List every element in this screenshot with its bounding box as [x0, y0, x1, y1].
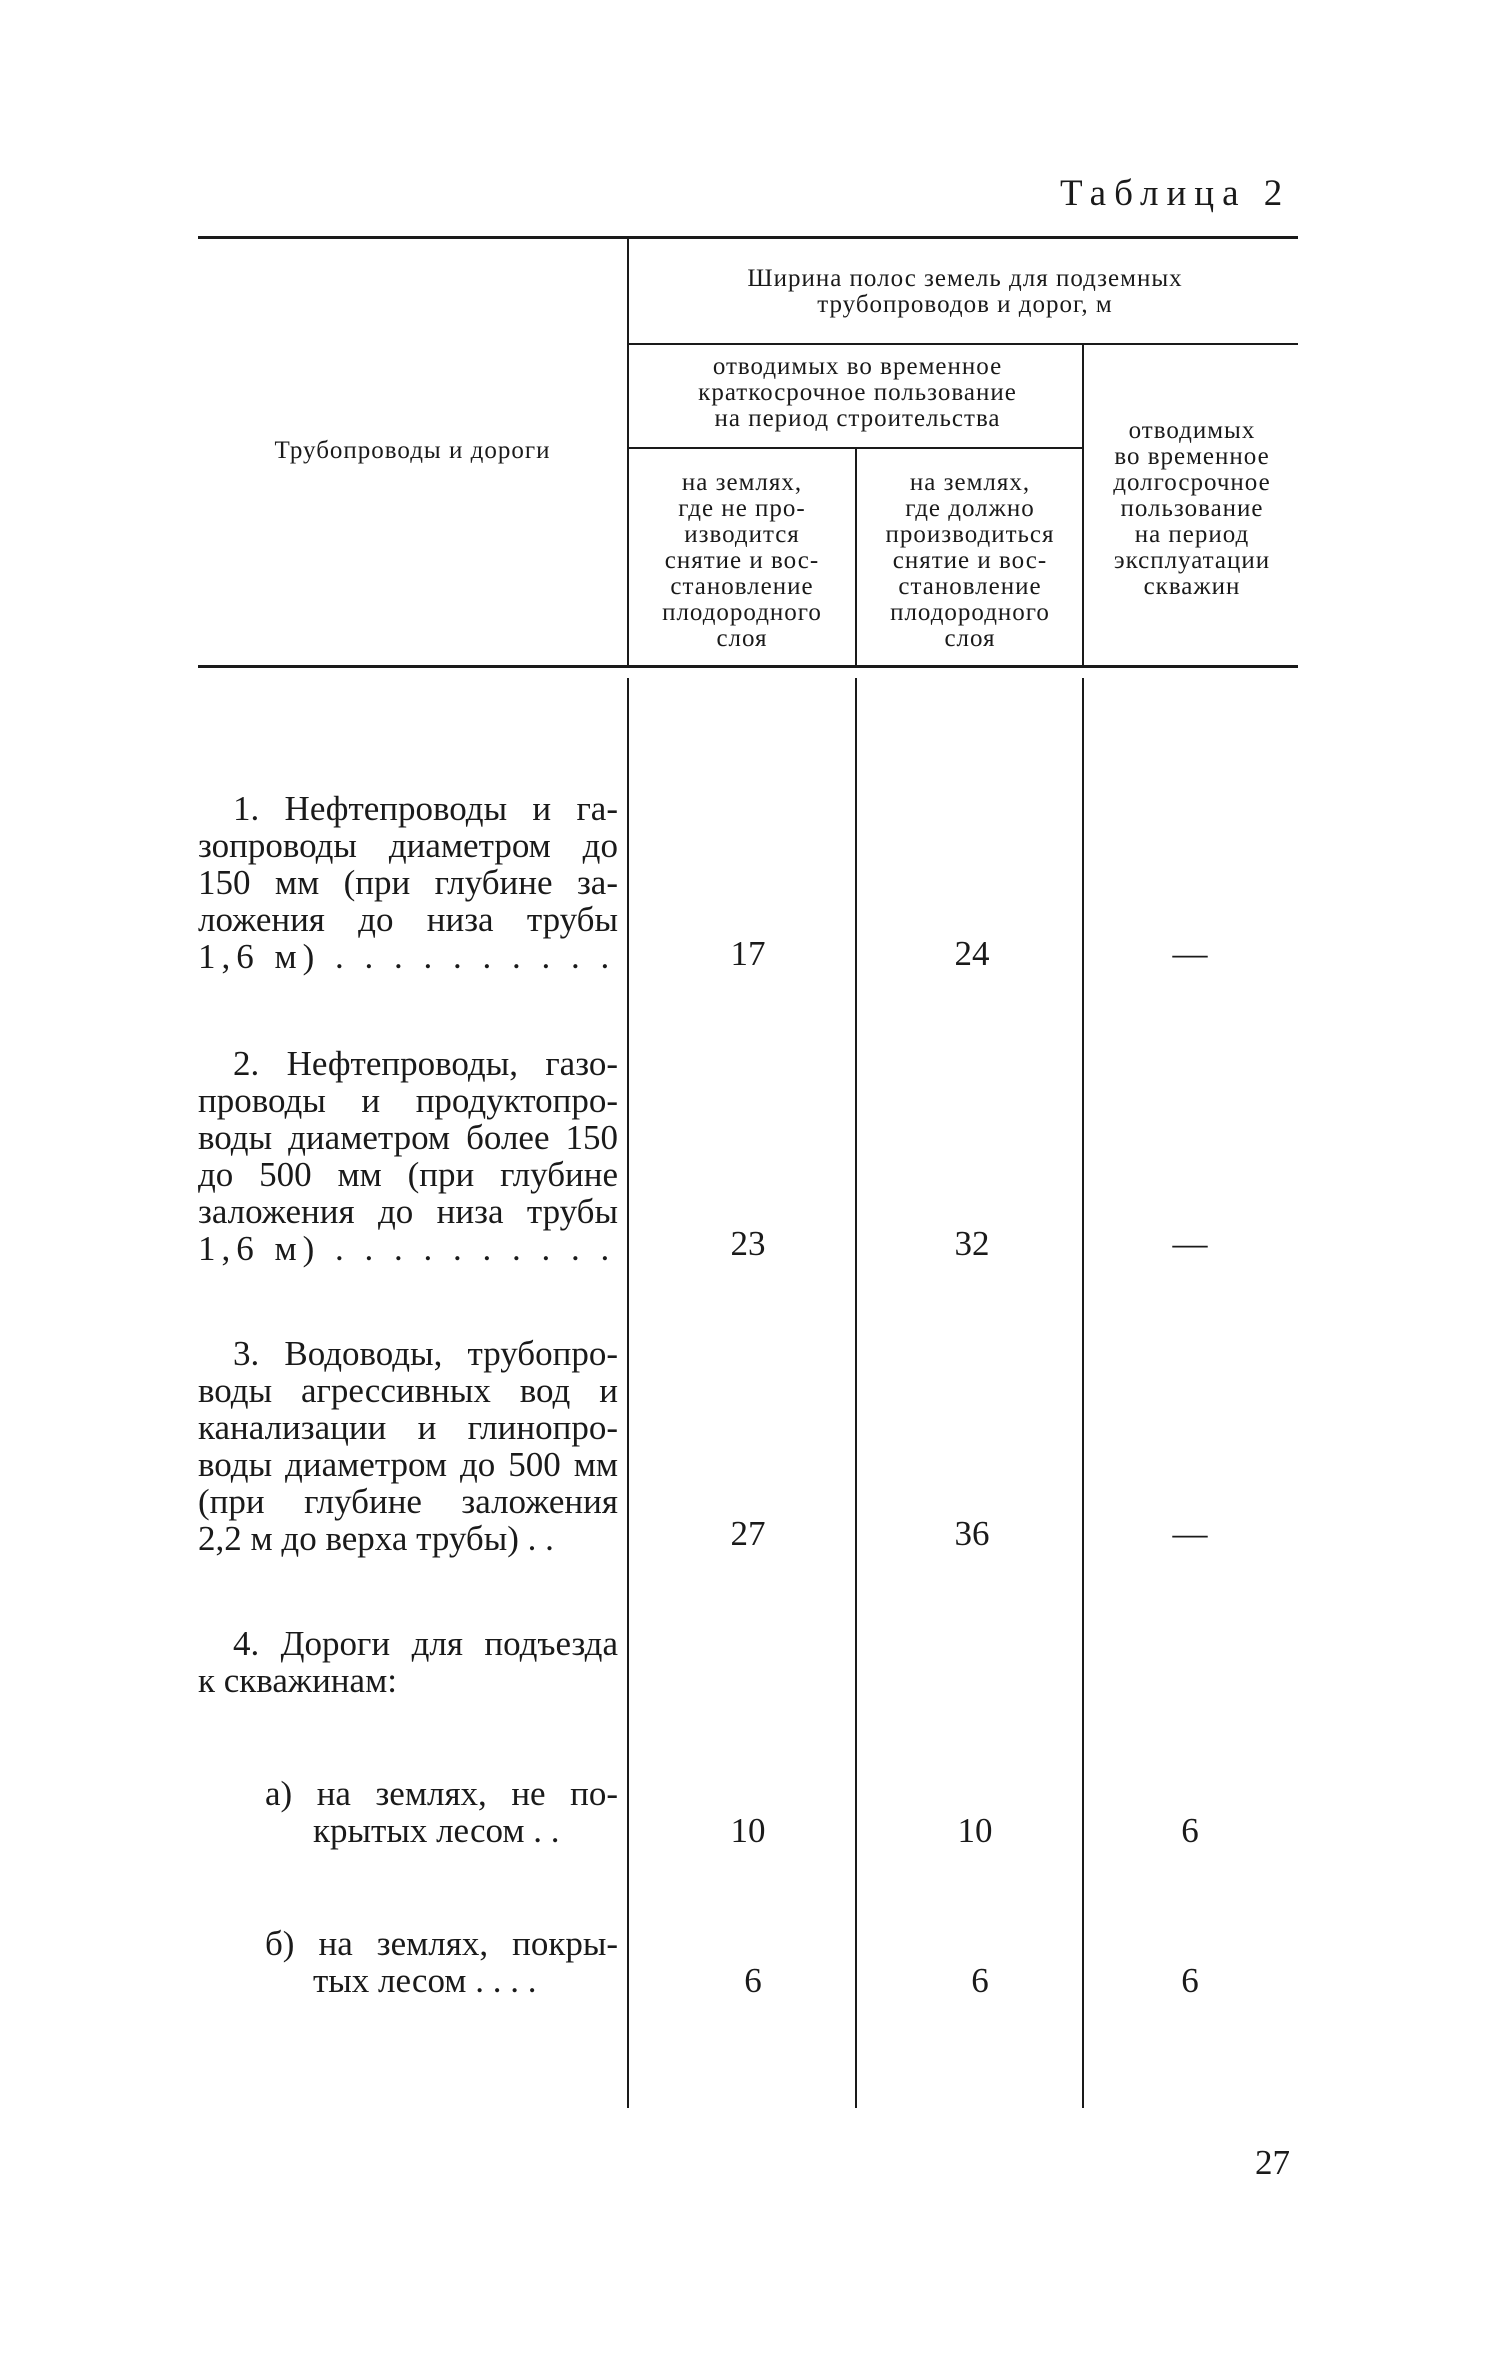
- cell-value: 6: [971, 1961, 989, 2000]
- cell-value: 6: [1181, 1961, 1199, 2000]
- cell-value: 10: [730, 1811, 766, 1850]
- row-label-line: 2. Нефтепроводы, газо-: [233, 1044, 618, 1083]
- row-label-line: тых лесом . . . .: [313, 1961, 537, 2000]
- row-label-line: заложения до низа трубы: [198, 1192, 618, 1231]
- row-label-line: 1. Нефтепроводы и га-: [233, 789, 618, 828]
- header-text-line: становление: [898, 573, 1042, 600]
- cell-value: 24: [954, 934, 990, 973]
- header-text-line: отводимых: [1128, 417, 1256, 444]
- row-label-line: воды агрессивных вод и: [198, 1371, 618, 1410]
- body-col-divider-2: [855, 678, 857, 2108]
- header-text-line: во временное: [1114, 443, 1270, 470]
- cell-value: 6: [744, 1961, 762, 2000]
- cell-value: 6: [1181, 1811, 1199, 1850]
- row-label-line: 150 мм (при глубине за-: [198, 863, 618, 902]
- cell-value: 17: [730, 934, 766, 973]
- row-label-line: крытых лесом . .: [313, 1811, 560, 1850]
- header-text-line: трубопроводов и дорог, м: [817, 291, 1113, 318]
- header-text-line: отводимых во временное: [712, 353, 1003, 380]
- row-label-line: 1,6 м) . . . . . . . . . .: [198, 937, 616, 976]
- row-label-line: к скважинам:: [198, 1661, 397, 1700]
- row-label-line: 4. Дороги для подъезда: [233, 1624, 618, 1663]
- row-label-line: проводы и продуктопро-: [198, 1081, 618, 1120]
- header-long-term: [1087, 418, 1297, 600]
- cell-value: 32: [954, 1224, 990, 1263]
- header-text-line: долгосрочное: [1113, 469, 1271, 496]
- row-label-line: зопроводы диаметром до: [198, 826, 618, 865]
- header-no-topsoil-restoration: [632, 470, 852, 652]
- header-topsoil-restoration: [860, 470, 1080, 652]
- cell-value: —: [1172, 934, 1208, 973]
- header-col0-text: Трубопроводы и дороги: [274, 437, 551, 464]
- header-text-line: Ширина полос земель для подземных: [747, 265, 1183, 292]
- table-row-label: [265, 1775, 618, 1849]
- header-text-line: на период строительства: [714, 405, 1001, 432]
- header-text-line: где не про-: [678, 495, 806, 522]
- header-text-line: эксплуатации: [1113, 547, 1271, 574]
- header-col-divider-3: [1082, 344, 1084, 666]
- header-text-line: слоя: [944, 625, 996, 652]
- header-text-line: скважин: [1143, 573, 1241, 600]
- header-text-line: изводится: [684, 521, 800, 548]
- row-label-line: (при глубине заложения: [198, 1482, 618, 1521]
- cell-value: —: [1172, 1514, 1208, 1553]
- header-text-line: становление: [670, 573, 814, 600]
- row-label-line: ложения до низа трубы: [198, 900, 618, 939]
- header-text-line: производиться: [885, 521, 1055, 548]
- table-row-label: [198, 790, 618, 975]
- header-text-line: слоя: [716, 625, 768, 652]
- row-label-line: воды диаметром более 150: [198, 1118, 618, 1157]
- page-number: 27: [1255, 2143, 1290, 2182]
- header-bottom-rule: [198, 665, 1298, 668]
- row-label-line: 2,2 м до верха трубы) . .: [198, 1519, 554, 1558]
- row-label-line: а) на землях, не по-: [265, 1774, 618, 1813]
- table-row-label: [198, 1045, 618, 1267]
- body-col-divider-3: [1082, 678, 1084, 2108]
- row-label-line: канализации и глинопро-: [198, 1408, 618, 1447]
- header-text-line: на землях,: [681, 469, 803, 496]
- cell-value: 23: [730, 1224, 766, 1263]
- row-label-line: б) на землях, покры-: [265, 1924, 618, 1963]
- table-top-rule: [198, 236, 1298, 239]
- row-label-line: до 500 мм (при глубине: [198, 1155, 618, 1194]
- cell-value: 27: [730, 1514, 766, 1553]
- header-text-line: краткосрочное пользование: [698, 379, 1017, 406]
- header-pipelines-and-roads: [205, 438, 620, 464]
- row-label-line: воды диаметром до 500 мм: [198, 1445, 618, 1484]
- cell-value: 10: [957, 1811, 993, 1850]
- cell-value: 36: [954, 1514, 990, 1553]
- header-col-divider-2: [855, 448, 857, 666]
- table-title: Таблица 2: [1060, 173, 1291, 214]
- header-text-line: плодородного: [662, 599, 822, 626]
- header-text-line: снятие и вос-: [892, 547, 1048, 574]
- table-row-label: [198, 1335, 618, 1557]
- header-col-divider-1: [627, 238, 629, 666]
- body-col-divider-1: [627, 678, 629, 2108]
- header-text-line: снятие и вос-: [664, 547, 820, 574]
- row-label-line: 1,6 м) . . . . . . . . . .: [198, 1229, 616, 1268]
- row-label-line: 3. Водоводы, трубопро-: [233, 1334, 618, 1373]
- header-text-line: плодородного: [890, 599, 1050, 626]
- header-width-group: [640, 266, 1290, 318]
- group-header-rule: [628, 343, 1298, 345]
- header-text-line: пользование: [1120, 495, 1264, 522]
- header-short-term: [640, 354, 1075, 432]
- table-row-label: [265, 1925, 618, 1999]
- header-text-line: на период: [1134, 521, 1250, 548]
- cell-value: —: [1172, 1224, 1208, 1263]
- header-text-line: на землях,: [909, 469, 1031, 496]
- header-text-line: где должно: [905, 495, 1035, 522]
- table-row-label: [198, 1625, 618, 1699]
